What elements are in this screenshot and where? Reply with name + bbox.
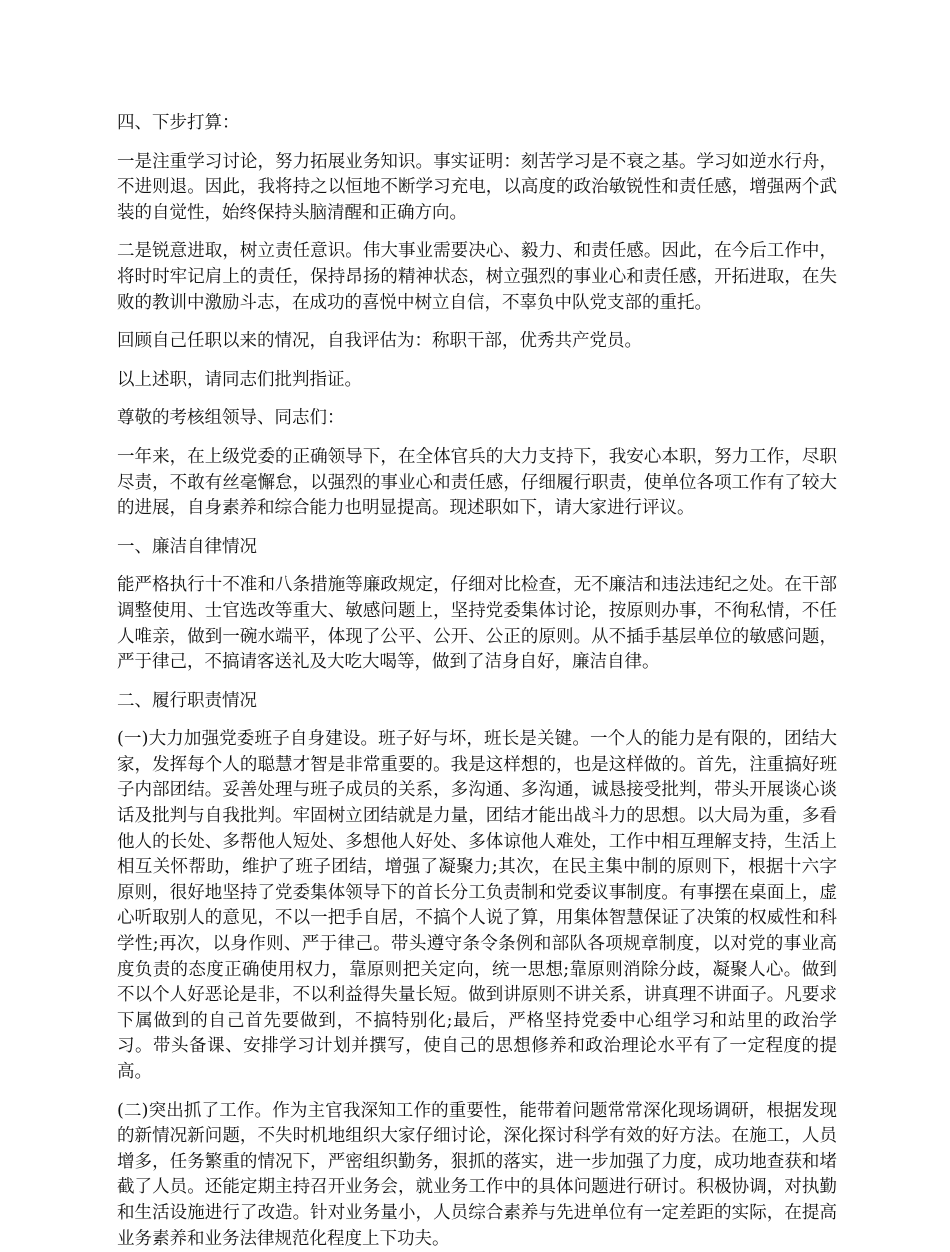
paragraph-closing-request: 以上述职，请同志们批判指证。 xyxy=(117,369,362,390)
paragraph-study-discussion: 一是注重学习讨论，努力拓展业务知识。事实证明：刻苦学习是不衰之基。学习如逆水行舟，不进则退。因此，我将持之以恒地不断学习充电，以高度的政治敏锐性和责任感，增强两个武装的自觉性，始终保持头脑清醒和正确方向。 xyxy=(117,151,837,223)
section-heading-duties: 二、履行职责情况 xyxy=(117,690,257,711)
paragraph-introduction: 一年来，在上级党委的正确领导下，在全体官兵的大力支持下，我安心本职，努力工作，尽职尽责，不敢有丝毫懈怠，以强烈的事业心和责任感，仔细履行职责，使单位各项工作有了较大的进展，自身素养和综合能力也明显提高。现述职如下，请大家进行评议。 xyxy=(117,446,837,519)
section-heading-integrity: 一、廉洁自律情况 xyxy=(117,536,257,557)
salutation: 尊敬的考核组领导、同志们： xyxy=(117,408,345,429)
paragraph-self-assessment: 回顾自己任职以来的情况，自我评估为：称职干部，优秀共产党员。 xyxy=(117,331,642,352)
paragraph-party-committee: (一)大力加强党委班子自身建设。班子好与坏，班长是关键。一个人的能力是有限的，团结大家，发挥每个人的聪慧才智是非常重要的。我是这样想的，也是这样做的。首先，注重搞好班子内部团结。妥善处理与班子成员的关系，多沟通、多沟通，诚恳接受批判，带头开展谈心谈话及批判与自我批判。牢固树立团结就是力量，团结才能出战斗力的思想。以大局为重，多看他人的长处、多帮他人短处、多想他人好处、多体谅他人难处，工作中相互理解支持，生活上相互关怀帮助，维护了班子团结，增强了凝聚力;其次，在民主集中制的原则下，根据十六字原则，很好地坚持了党委集体领导下的首长分工负责制和党委议事制度。有事摆在桌面上，虚心听取别人的意见，不以一把手自居，不搞个人说了算，用集体智慧保证了决策的权威性和科学性;再次，以身作则、严于律己。带头遵守条令条例和部队各项规章制度，以对党的事业高度负责的态度正确使用权力，靠原则把关定向，统一思想;靠原则消除分歧，凝聚人心。做到不以个人好恶论是非，不以利益得失量长短。做到讲原则不讲关系，讲真理不讲面子。凡要求下属做到的自己首先要做到，不搞特别化;最后，严格坚持党委中心组学习和站里的政治学习。带头备课、安排学习计划并撰写，使自己的思想修养和政治理论水平有了一定程度的提高。 xyxy=(117,729,837,1082)
paragraph-integrity: 能严格执行十不准和八条措施等廉政规定，仔细对比检查，无不廉洁和违法违纪之处。在干部调整使用、士官选改等重大、敏感问题上，坚持党委集体讨论，按原则办事，不徇私情，不任人唯亲，做到一碗水端平，体现了公平、公开、公正的原则。从不插手基层单位的敏感问题，严于律己，不搞请客送礼及大吃大喝等，做到了洁身自好，廉洁自律。 xyxy=(117,575,837,673)
paragraph-responsibility: 二是锐意进取，树立责任意识。伟大事业需要决心、毅力、和责任感。因此，在今后工作中，将时时牢记肩上的责任，保持昂扬的精神状态，树立强烈的事业心和责任感，开拓进取，在失败的教训中激励斗志，在成功的喜悦中树立自信，不辜负中队党支部的重托。 xyxy=(117,241,837,313)
paragraph-work-focus: (二)突出抓了工作。作为主官我深知工作的重要性，能带着问题常常深化现场调研，根据发现的新情况新问题，不失时机地组织大家仔细讨论，深化探讨科学有效的好方法。在施工，人员增多，任务繁重的情况下，严密组织勤务，狠抓的落实，进一步加强了力度，成功地查获和堵截了人员。还能定期主持召开业务会，就业务工作中的具体问题进行研讨。积极协调，对执勤和生活设施进行了改造。针对业务量小，人员综合素养与先进单位有一定差距的实际，在提高业务素养和业务法律规范化程度上下功夫。 xyxy=(117,1100,837,1249)
section-heading-next-plans: 四、下步打算： xyxy=(117,113,240,133)
